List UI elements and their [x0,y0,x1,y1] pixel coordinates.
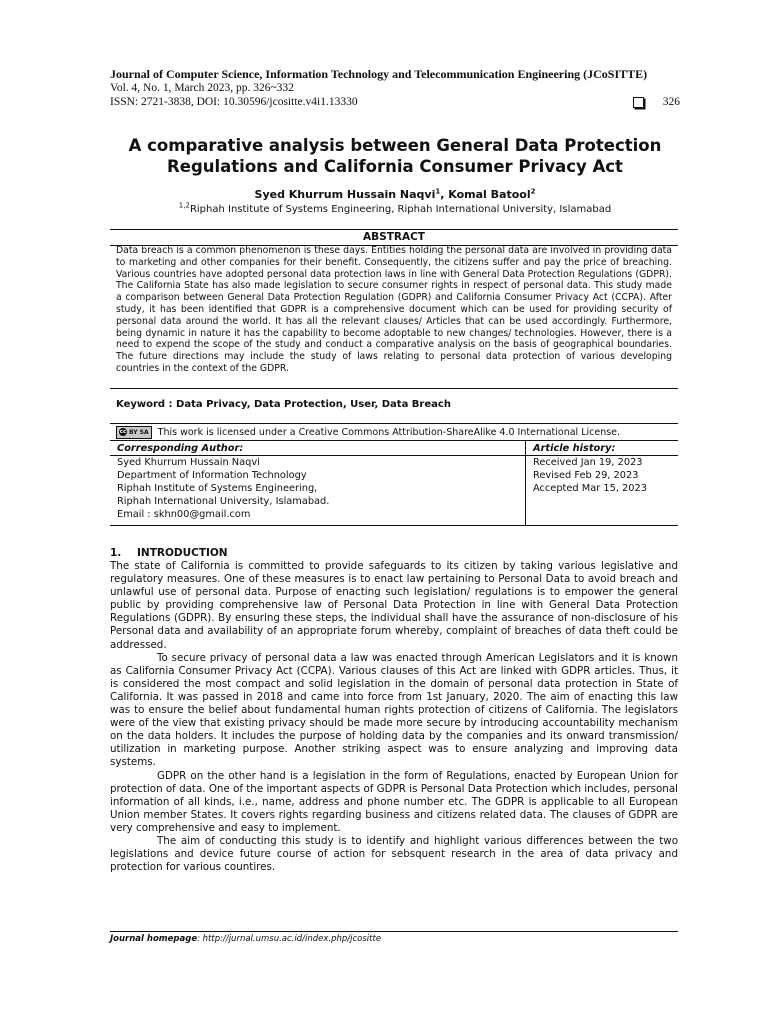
corresponding-email: Email : skhn00@gmail.com [117,509,251,520]
author-2: Komal Batool [448,188,531,201]
corresponding-line: Riphah Institute of Systems Engineering, [117,483,318,494]
section-heading-introduction [110,547,228,559]
issn-doi: ISSN: 2721-3838, DOI: 10.30596/jcositte.v4i1.13330 [110,96,358,108]
section-number: 1. [110,547,122,559]
author-separator: , [440,188,449,201]
license-text: This work is licensed under a Creative Commons Attribution-ShareAlike 4.0 International License. [157,426,621,438]
title-line-2: Regulations and California Consumer Privacy Act [167,157,623,176]
corresponding-author-heading: Corresponding Author: [110,442,525,456]
author-1-sup: 1 [435,187,441,196]
footer-divider [110,931,678,932]
intro-paragraph: To secure privacy of personal data a law was enacted through American Legislators and it is known as California Consumer Privacy Act (CCPA). Various clauses of this Act are linked with GDPR articles. Thus, it is considered the most compact and solid legislation in the domain of personal data protection in State of California. It was passed in 2018 and came into force from 1st January, 2020. The aim of enacting this law was to ensure the belief about fundamental human rights protection of citizens of California. The legislators were of the view that existing privacy should be made more secure by introducing accountability mechanism on the data holders. It includes the purpose of holding data by the companies and its onward transmission/ utilization in marketing purpose. Another striking aspect was to ensure analyzing and improving data systems. [110,651,678,769]
author-2-sup: 2 [530,187,536,196]
affiliation-text: Riphah Institute of Systems Engineering, Riphah International University, Islamabad [189,204,612,215]
square-bullet-icon [633,97,644,108]
author-list [110,188,680,201]
history-revised: Revised Feb 29, 2023 [533,470,639,481]
intro-paragraph: The state of California is committed to provide safeguards to its citizen by taking various legislative and regulatory measures. One of these measures is to enact law pertaining to Personal Data to avoid breach and unlawful use of personal data. Purpose of enacting such legislation/ regulations is to empower the general public by providing comprehensive law of Personal Data Protection in line with General Data Protection Regulations (GDPR). By ensuring these steps, the individual shall have the assurance of non-disclosure of his Personal data and availability of an appropriate forum whereby, complaint of breaches of data theft could be addressed. [110,560,678,651]
history-received: Received Jan 19, 2023 [533,457,643,468]
corresponding-line: Department of Information Technology [117,470,307,481]
issn-doi-line [110,95,680,109]
keywords: Keyword : Data Privacy, Data Protection, User, Data Breach [116,399,451,410]
intro-paragraph: The aim of conducting this study is to identify and highlight various differences between the two legislations and device future course of action for sebsquent research in the area of data privacy and protection for various countires. [110,834,678,874]
corresponding-line: Riphah International University, Islamabad. [117,496,330,507]
paper-title [110,135,680,177]
title-line-1: A comparative analysis between General Data Protection [128,136,662,155]
affiliation [110,201,680,215]
article-history-cell [526,441,678,525]
journal-name: Journal of Computer Science, Information Technology and Telecommunication Engineering (JCoSITTE) [110,67,648,81]
footer-label: Journal homepage [110,934,198,944]
abstract-text: Data breach is a common phenomenon is these days. Entities holding the personal data are involved in providing data to marketing and other companies for their benefit. Consequently, the citizens suffer and pay the price of breaching. Various countries have adopted personal data protection laws in line with General Data Protection Regulations (GDPR). The California State has also made legislation to secure consumer rights in respect of personal data. This study made a comparison between General Data Protection Regulation (GDPR) and California Consumer Privacy Act (CCPA). After study, it has been identified that GDPR is a comprehensive document which can be used for providing security of personal data around the world. It has all the relevant clauses/ Articles that can be used accordingly. Furthermore, being dynamic in nature it has the capability to become adoptable to new changes/ technologies. However, there is a need to expend the scope of the study and conduct a comparative analysis on the basis of geographical boundaries. The future directions may include the study of laws relating to personal data protection of various developing countries in the context of the GDPR. [116,245,672,374]
author-1: Syed Khurrum Hussain Naqvi [254,188,436,201]
abstract-divider [110,388,678,389]
footer-url[interactable]: : http://jurnal.umsu.ac.id/index.php/jcositte [197,934,382,944]
corresponding-line: Syed Khurrum Hussain Naqvi [117,457,260,468]
intro-paragraph: GDPR on the other hand is a legislation in the form of Regulations, enacted by European Union for protection of data. One of the important aspects of GDPR is Personal Data Protection which includes, personal information of all kinds, i.e., name, address and phone number etc. The GDPR is applicable to all European Union member States. It covers rights regarding business and citizens related data. The clauses of GDPR are very comprehensive and easy to implement. [110,769,678,834]
section-title: INTRODUCTION [137,547,228,559]
affiliation-sup: 1,2 [178,201,190,210]
article-history-heading: Article history: [526,442,678,456]
corresponding-author-cell [110,441,526,525]
history-accepted: Accepted Mar 15, 2023 [533,483,647,494]
introduction-body [110,560,678,874]
cc-icon: cc [119,429,127,435]
article-info-table [110,423,678,526]
license-row [110,424,678,441]
abstract-heading: ABSTRACT [110,229,678,246]
page-number: 326 [662,96,680,108]
cc-badge-label: BY SA [129,428,149,436]
journal-homepage-footer [110,934,381,944]
volume-info: Vol. 4, No. 1, March 2023, pp. 326~332 [110,82,294,94]
cc-license-badge[interactable] [116,426,152,439]
